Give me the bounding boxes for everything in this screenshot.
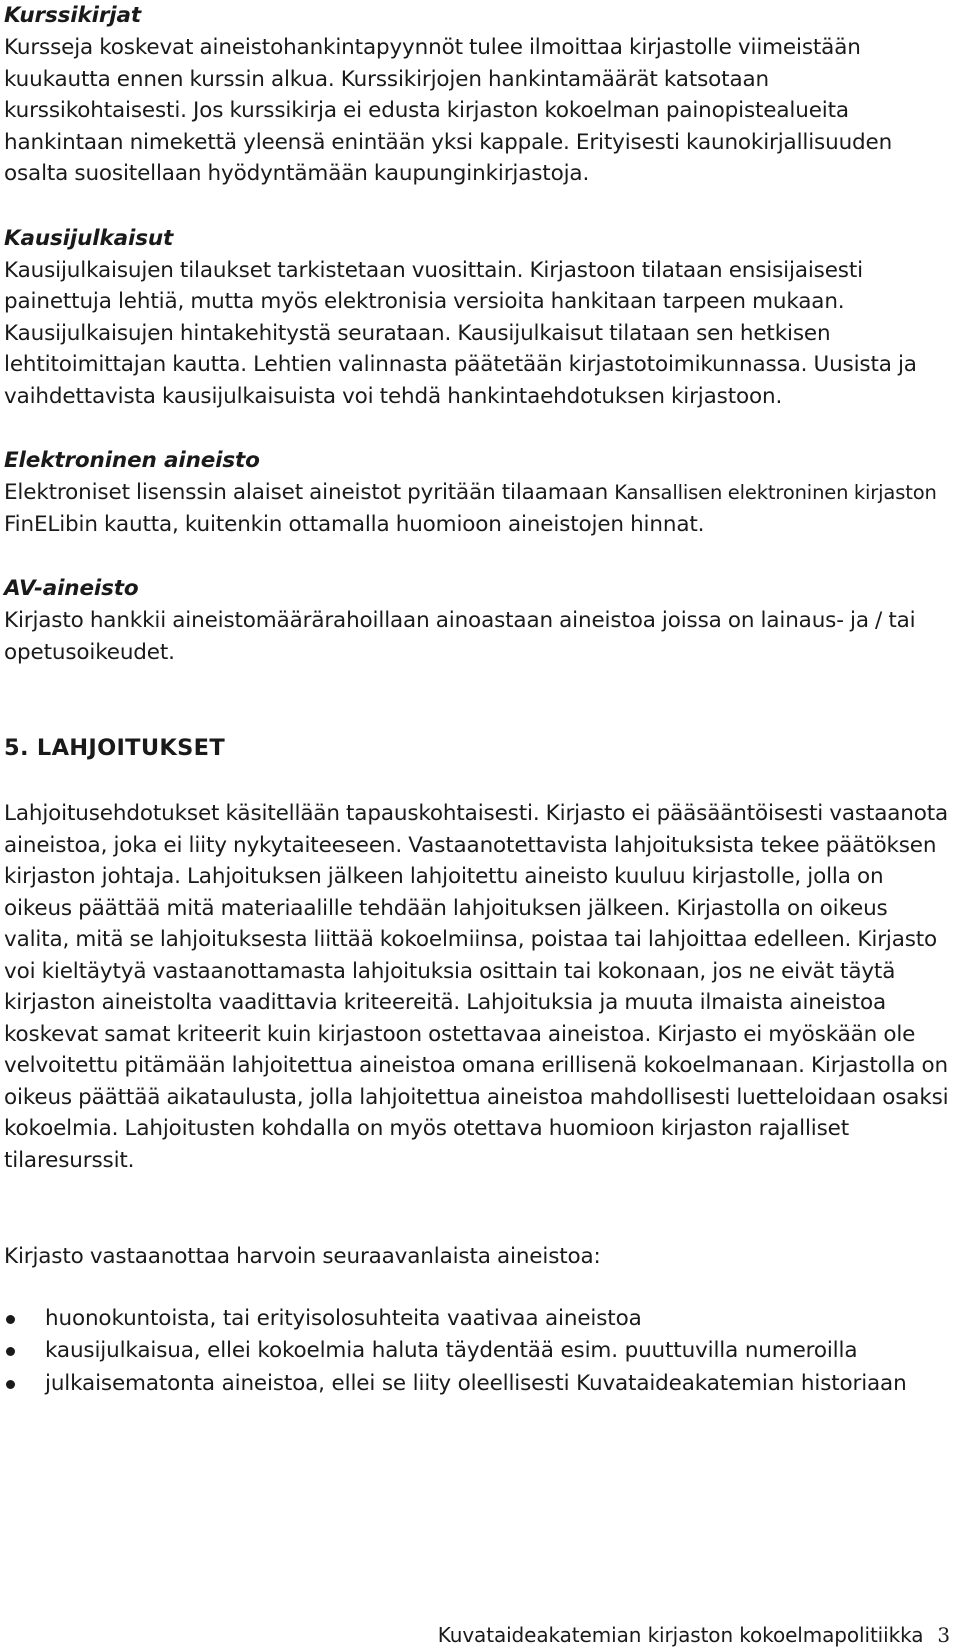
list-item-text: huonokuntoista, tai erityisolosuhteita vaativaa aineistoa xyxy=(45,1305,642,1331)
elektroninen-text-part2: FinELibin kautta, kuitenkin ottamalla huomioon aineistojen hinnat. xyxy=(4,511,705,537)
list-item-text: julkaisematonta aineistoa, ellei se liity oleellisesti Kuvataideakatemian historiaan xyxy=(45,1370,907,1396)
list-item xyxy=(4,1335,952,1368)
page-footer xyxy=(438,1623,950,1647)
elektroninen-heading: Elektroninen aineisto xyxy=(4,448,260,473)
elektroninen-paragraph xyxy=(4,477,952,540)
lahjoitukset-title: 5. LAHJOITUKSET xyxy=(4,735,225,761)
elektroninen-text-small: Kansallisen elektroninen kirjaston xyxy=(614,481,937,504)
av-heading: AV-aineisto xyxy=(4,576,139,601)
elektroninen-text-part1: Elektroniset lisenssin alaiset aineistot pyritään tilaamaan xyxy=(4,480,615,505)
bullet-icon xyxy=(6,1347,15,1356)
footer-title: Kuvataideakatemian kirjaston kokoelmapolitiikka xyxy=(437,1623,924,1647)
lahjoitukset-intro: Kirjasto vastaanottaa harvoin seuraavanlaista aineistoa: xyxy=(4,1244,601,1269)
kausijulkaisut-paragraph: Kausijulkaisujen tilaukset tarkistetaan vuosittain. Kirjastoon tilataan ensisijaisesti painettuja lehtiä, mutta myös elektronisia versioita hankitaan tarpeen mukaan. Kausijulkaisujen hintakehitystä seurataan. Kausijulkaisut tilataan sen hetkisen lehtitoimittajan kautta. Lehtien valinnasta päätetään kirjastotoimikunnassa. Uusista ja vaihdettavista kausijulkaisuista voi tehdä hankintaehdotuksen kirjastoon. xyxy=(4,257,917,409)
lahjoitukset-bullet-list xyxy=(4,1303,952,1401)
list-item xyxy=(4,1303,952,1336)
list-item-text: kausijulkaisua, ellei kokoelmia haluta täydentää esim. puuttuvilla numeroilla xyxy=(45,1338,858,1363)
kurssikirjat-paragraph: Kursseja koskevat aineistohankintapyynnöt tulee ilmoittaa kirjastolle viimeistään kuukautta ennen kurssin alkua. Kurssikirjojen hankintamäärät katsotaan kurssikohtaisesti. Jos kurssikirja ei edusta kirjaston kokoelman painopistealueita hankintaan nimekettä yleensä enintään yksi kappale. Erityisesti kaunokirjallisuuden osalta suositellaan hyödyntämään kaupunginkirjastoja. xyxy=(4,35,893,186)
bullet-icon xyxy=(6,1315,15,1324)
page-number: 3 xyxy=(937,1623,950,1647)
av-paragraph: Kirjasto hankkii aineistomäärärahoillaan ainoastaan aineistoa joissa on lainaus- ja / tai opetusoikeudet. xyxy=(4,608,916,665)
document-page xyxy=(4,0,952,1400)
kurssikirjat-heading: Kurssikirjat xyxy=(4,3,141,28)
kausijulkaisut-heading: Kausijulkaisut xyxy=(4,225,174,251)
bullet-icon xyxy=(6,1380,15,1389)
list-item xyxy=(4,1368,952,1401)
lahjoitukset-paragraph: Lahjoitusehdotukset käsitellään tapauskohtaisesti. Kirjasto ei pääsääntöisesti vastaanota aineistoa, joka ei liity nykytaiteeseen. Vastaanotettavista lahjoituksista tekee päätöksen kirjaston johtaja. Lahjoituksen jälkeen lahjoitettu aineisto kuuluu kirjastolle, jolla on oikeus päättää mitä materiaalille tehdään lahjoituksen jälkeen. Kirjastolla on oikeus valita, mitä se lahjoituksesta liittää kokoelmiinsa, poistaa tai lahjoittaa edelleen. Kirjasto voi kieltäytyä vastaanottamasta lahjoituksia osittain tai kokonaan, jos ne eivät täytä kirjaston aineistolta vaadittavia kriteereitä. Lahjoituksia ja muuta ilmaista aineistoa koskevat samat kriteerit kuin kirjastoon ostettavaa aineistoa. Kirjasto ei myöskään ole velvoitettu pitämään lahjoitettua aineistoa omana erillisenä kokoelmanaan. Kirjastolla on oikeus päättää aikataulusta, jolla lahjoitettua aineistoa mahdollisesti luetteloidaan osaksi kokoelmia. Lahjoitusten kohdalla on myös otettava huomioon kirjaston rajalliset tilaresurssit. xyxy=(4,801,949,1173)
